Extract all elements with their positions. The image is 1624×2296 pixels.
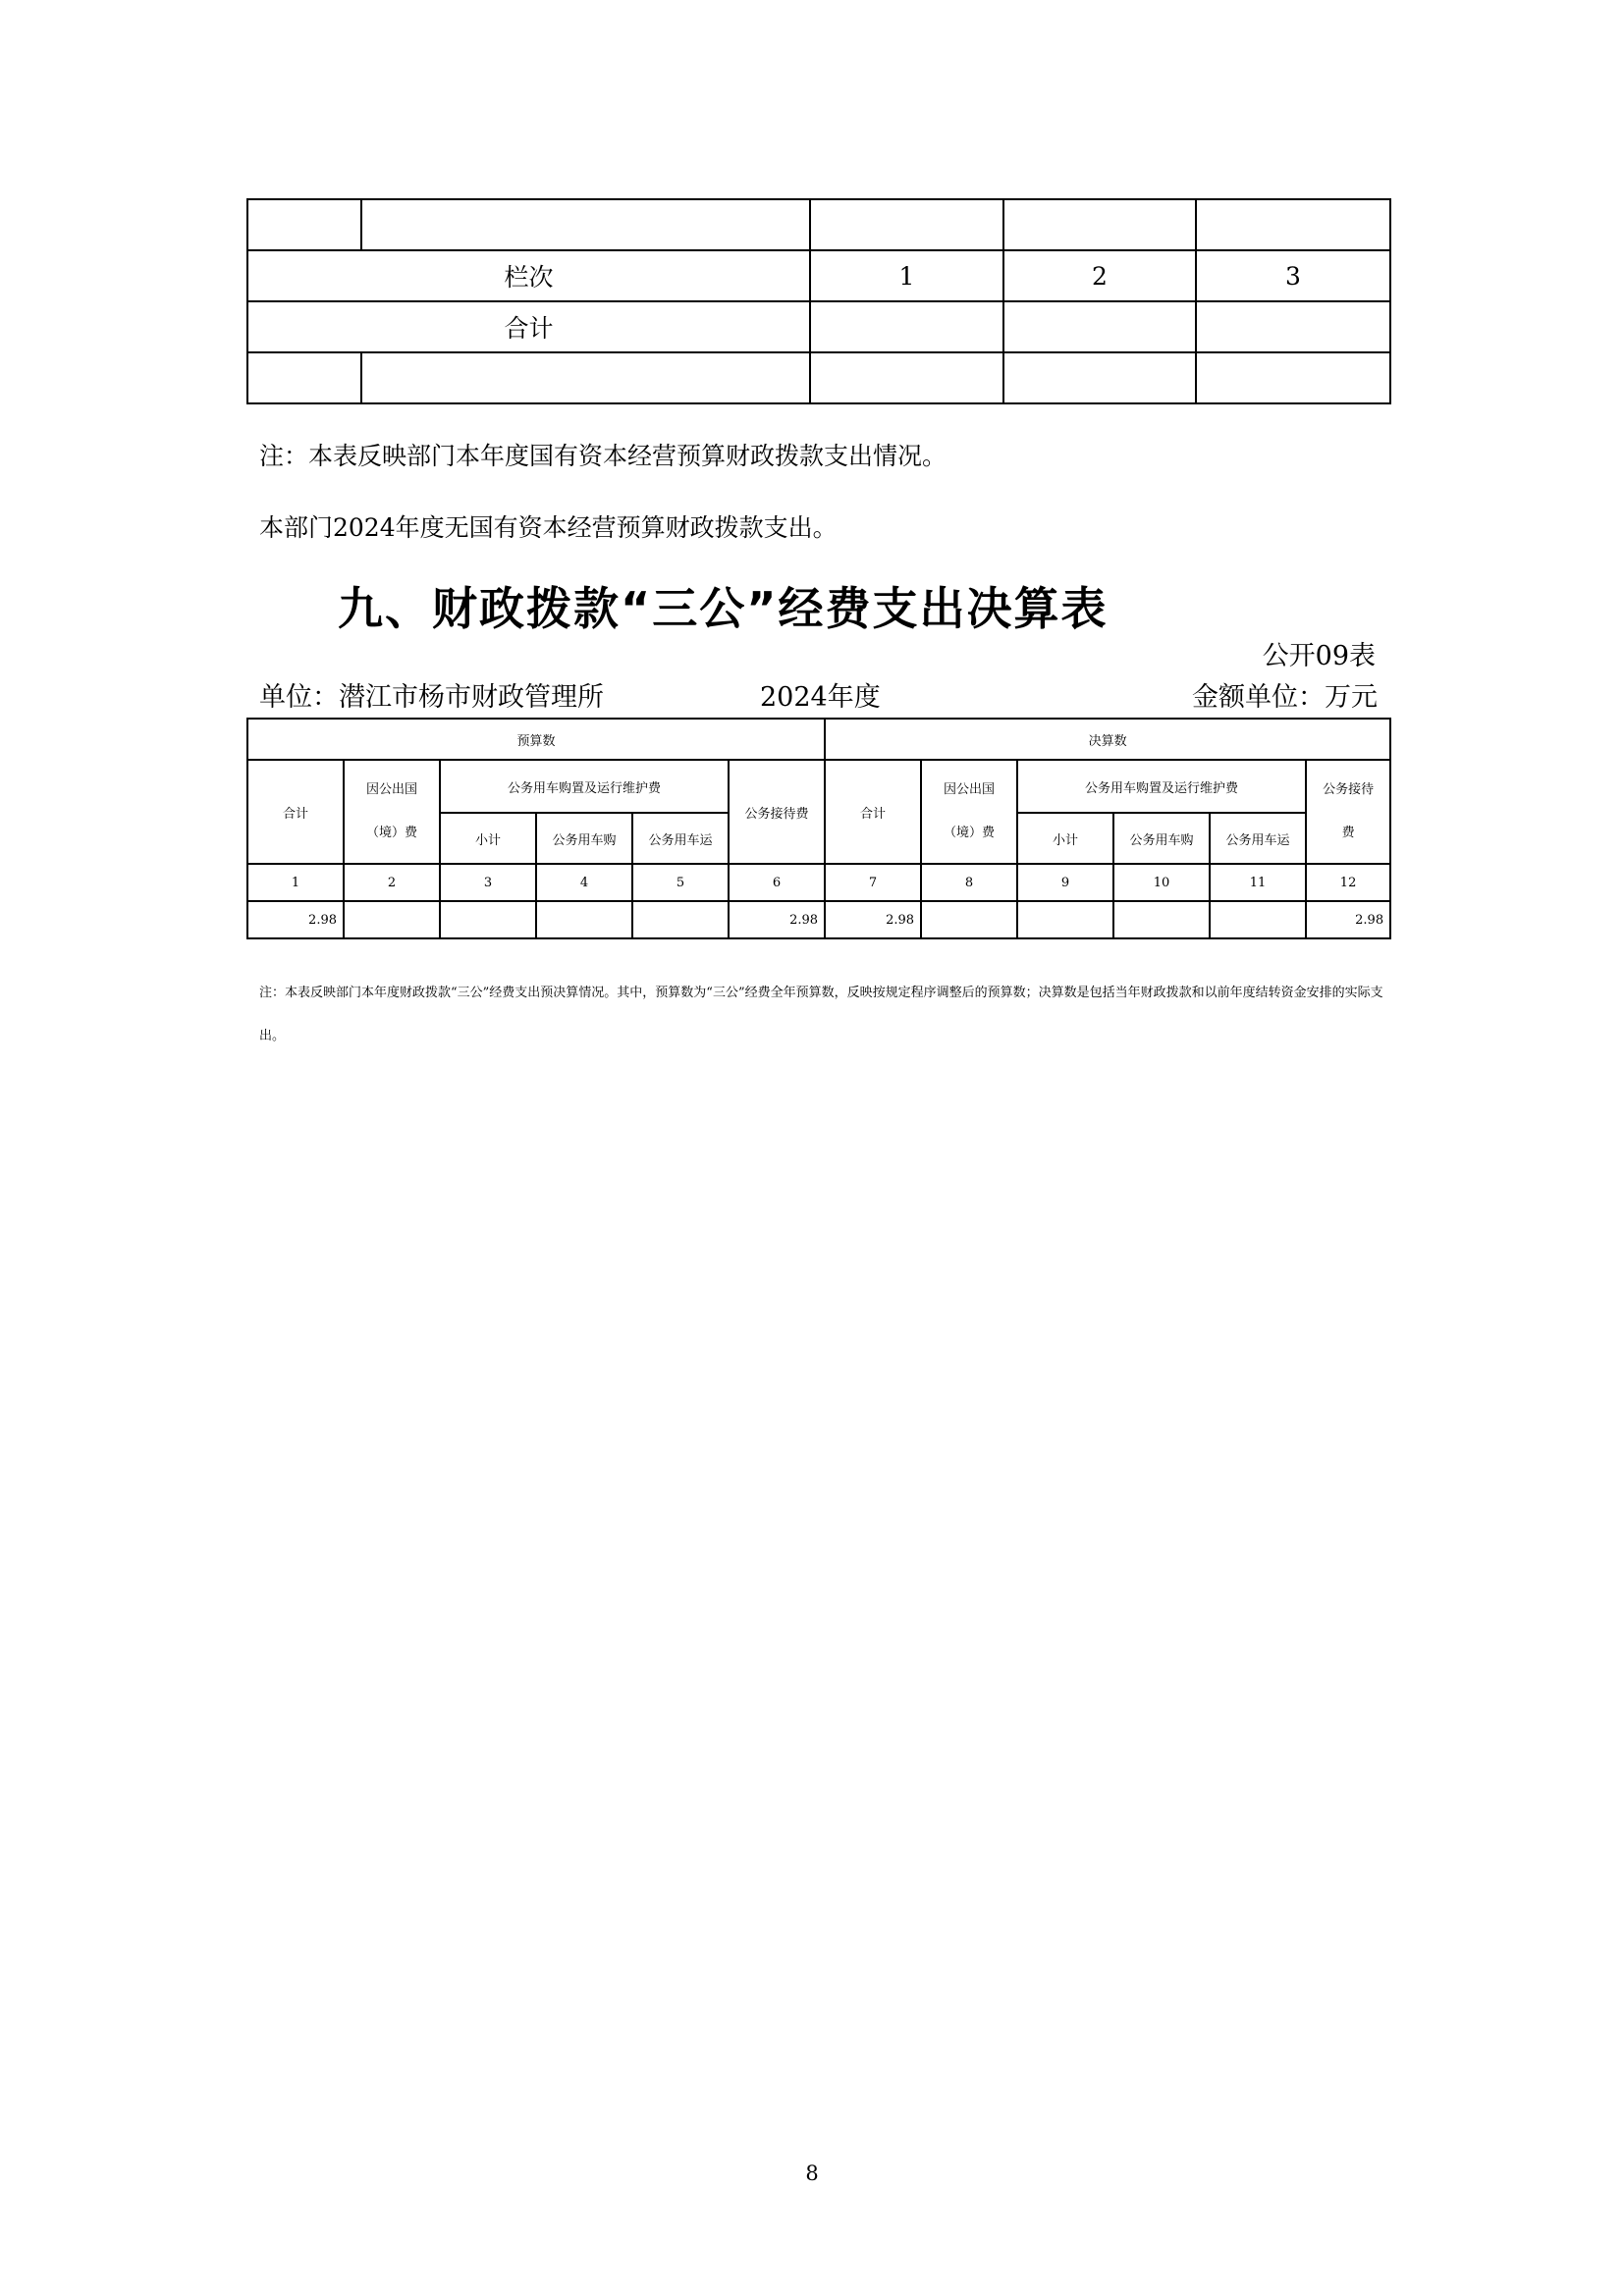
col-number-cell: 4 bbox=[536, 864, 632, 901]
unit-row bbox=[259, 675, 1378, 711]
budget-abroad-header: 因公出国 （境）费 bbox=[344, 760, 440, 864]
page-number: 8 bbox=[805, 2162, 819, 2185]
col-number-cell: 11 bbox=[1210, 864, 1306, 901]
table-row bbox=[247, 199, 1390, 250]
col-number-cell: 7 bbox=[825, 864, 921, 901]
value-cell bbox=[1210, 901, 1306, 938]
col-number-cell: 3 bbox=[1196, 250, 1390, 301]
value-cell: 2.98 bbox=[729, 901, 825, 938]
final-reception-header: 公务接待 费 bbox=[1306, 760, 1390, 864]
col-number-cell: 2 bbox=[344, 864, 440, 901]
value-cell bbox=[344, 901, 440, 938]
year-label: 2024年度 bbox=[760, 682, 881, 713]
money-unit-label: 金额单位：万元 bbox=[1192, 682, 1378, 713]
operation-header: 公务用车运 bbox=[632, 813, 729, 864]
col-number-cell: 1 bbox=[810, 250, 1003, 301]
final-header: 决算数 bbox=[825, 719, 1390, 760]
form-number: 公开09表 bbox=[1262, 641, 1376, 671]
operation-header: 公务用车运 bbox=[1210, 813, 1306, 864]
total-label-cell: 合计 bbox=[247, 301, 810, 352]
col-number-cell: 1 bbox=[247, 864, 344, 901]
col-number-cell: 3 bbox=[440, 864, 536, 901]
budget-reception-header: 公务接待费 bbox=[729, 760, 825, 864]
value-cell bbox=[440, 901, 536, 938]
value-cell bbox=[536, 901, 632, 938]
col-number-cell: 12 bbox=[1306, 864, 1390, 901]
budget-vehicle-header: 公务用车购置及运行维护费 bbox=[440, 760, 729, 813]
final-abroad-header: 因公出国 （境）费 bbox=[921, 760, 1017, 864]
table-row bbox=[247, 250, 1390, 301]
col-number-cell: 8 bbox=[921, 864, 1017, 901]
row-header-cell: 栏次 bbox=[247, 250, 810, 301]
capital-budget-table bbox=[246, 198, 1391, 404]
unit-label: 单位：潜江市杨市财政管理所 bbox=[259, 682, 604, 713]
table-row bbox=[247, 352, 1390, 403]
table-row bbox=[247, 301, 1390, 352]
subtotal-header: 小计 bbox=[440, 813, 536, 864]
col-number-cell: 5 bbox=[632, 864, 729, 901]
table-row bbox=[247, 719, 1390, 760]
table-note: 注：本表反映部门本年度国有资本经营预算财政拨款支出情况。 bbox=[259, 442, 947, 470]
col-number-cell: 9 bbox=[1017, 864, 1113, 901]
col-number-cell: 6 bbox=[729, 864, 825, 901]
table-row bbox=[247, 901, 1390, 938]
three-public-expenses-table bbox=[246, 718, 1391, 939]
final-vehicle-header: 公务用车购置及运行维护费 bbox=[1017, 760, 1306, 813]
table-footnote: 注：本表反映部门本年度财政拨款“三公”经费支出预决算情况。其中，预算数为“三公”经费全年预算数，反映按规定程序调整后的预算数；决算数是包括当年财政拨款和以前年度结转资金安排的实际支出。 bbox=[259, 986, 1383, 1043]
section-title: 九、财政拨款“三公”经费支出决算表 bbox=[338, 582, 1109, 635]
table-row bbox=[247, 864, 1390, 901]
col-number-cell: 2 bbox=[1003, 250, 1196, 301]
value-cell: 2.98 bbox=[1306, 901, 1390, 938]
value-cell bbox=[632, 901, 729, 938]
value-cell: 2.98 bbox=[825, 901, 921, 938]
value-cell bbox=[921, 901, 1017, 938]
final-total-header: 合计 bbox=[825, 760, 921, 864]
value-cell bbox=[1017, 901, 1113, 938]
purchase-header: 公务用车购 bbox=[1113, 813, 1210, 864]
no-expenditure-note: 本部门2024年度无国有资本经营预算财政拨款支出。 bbox=[259, 513, 838, 542]
budget-total-header: 合计 bbox=[247, 760, 344, 864]
table-row bbox=[247, 760, 1390, 813]
purchase-header: 公务用车购 bbox=[536, 813, 632, 864]
col-number-cell: 10 bbox=[1113, 864, 1210, 901]
value-cell bbox=[1113, 901, 1210, 938]
subtotal-header: 小计 bbox=[1017, 813, 1113, 864]
value-cell: 2.98 bbox=[247, 901, 344, 938]
budget-header: 预算数 bbox=[247, 719, 825, 760]
